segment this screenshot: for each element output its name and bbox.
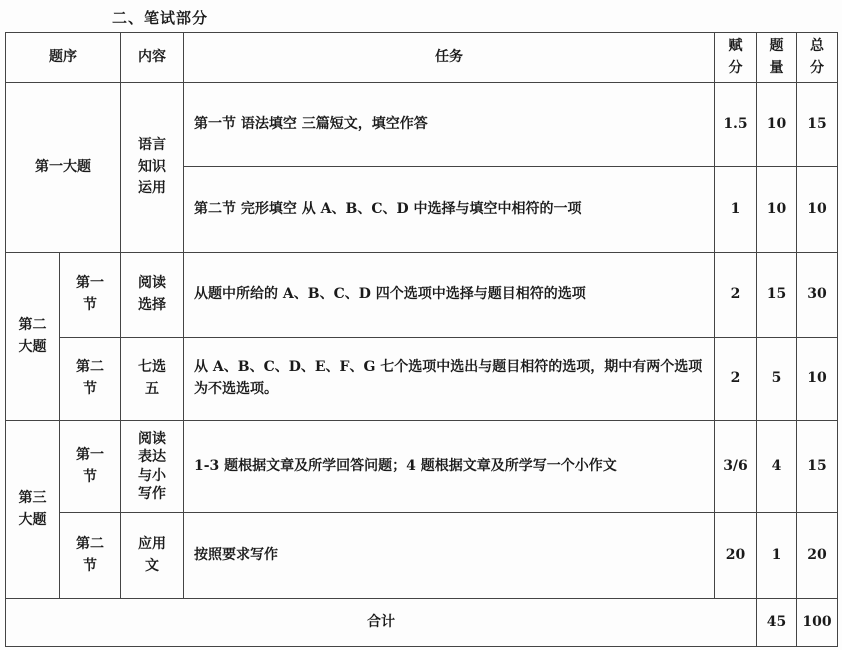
summary-row <box>6 599 838 647</box>
content-cell: 阅读 选择 <box>121 253 184 338</box>
table-row <box>6 513 838 599</box>
task-cell: 从 A、B、C、D、E、F、G 七个选项中选出与题目相符的选项，期中有两个选项为不选选项。 <box>184 338 715 421</box>
total-cell: 10 <box>797 167 838 253</box>
section-cell: 第一 节 <box>60 421 121 513</box>
header-score-per: 赋 分 <box>715 33 757 83</box>
count-cell: 10 <box>757 167 797 253</box>
content-cell: 阅读 表达 与小 写作 <box>121 421 184 513</box>
section-cell: 第二 节 <box>60 513 121 599</box>
count-cell: 5 <box>757 338 797 421</box>
summary-label: 合计 <box>6 599 757 647</box>
content-cell: 应用 文 <box>121 513 184 599</box>
header-total: 总 分 <box>797 33 838 83</box>
total-cell: 20 <box>797 513 838 599</box>
header-task: 任务 <box>184 33 715 83</box>
total-cell: 10 <box>797 338 838 421</box>
task-cell: 第二节 完形填空 从 A、B、C、D 中选择与填空中相符的一项 <box>184 167 715 253</box>
group-label-3: 第三 大题 <box>6 421 60 599</box>
content-cell: 七选 五 <box>121 338 184 421</box>
task-cell: 从题中所给的 A、B、C、D 四个选项中选择与题目相符的选项 <box>184 253 715 338</box>
table-row <box>6 421 838 513</box>
exam-structure-table <box>5 32 838 647</box>
content-cell: 语言 知识 运用 <box>121 83 184 253</box>
total-cell: 30 <box>797 253 838 338</box>
count-cell: 4 <box>757 421 797 513</box>
score-cell: 20 <box>715 513 757 599</box>
group-label-1: 第一大题 <box>6 83 121 253</box>
summary-total: 100 <box>797 599 838 647</box>
count-cell: 15 <box>757 253 797 338</box>
score-cell: 2 <box>715 338 757 421</box>
table-row <box>6 338 838 421</box>
table-header-row <box>6 33 838 83</box>
group-label-2: 第二 大题 <box>6 253 60 421</box>
count-cell: 1 <box>757 513 797 599</box>
section-cell: 第一 节 <box>60 253 121 338</box>
score-cell: 2 <box>715 253 757 338</box>
score-cell: 3/6 <box>715 421 757 513</box>
score-cell: 1.5 <box>715 83 757 167</box>
header-content: 内容 <box>121 33 184 83</box>
task-cell: 1-3 题根据文章及所学回答问题；4 题根据文章及所学写一个小作文 <box>184 421 715 513</box>
score-cell: 1 <box>715 167 757 253</box>
count-cell: 10 <box>757 83 797 167</box>
table-row <box>6 83 838 167</box>
summary-count: 45 <box>757 599 797 647</box>
section-heading: 二、笔试部分 <box>112 9 209 27</box>
section-cell: 第二 节 <box>60 338 121 421</box>
total-cell: 15 <box>797 83 838 167</box>
header-order: 题序 <box>6 33 121 83</box>
header-count: 题 量 <box>757 33 797 83</box>
task-cell: 第一节 语法填空 三篇短文，填空作答 <box>184 83 715 167</box>
total-cell: 15 <box>797 421 838 513</box>
task-cell: 按照要求写作 <box>184 513 715 599</box>
table-row <box>6 253 838 338</box>
